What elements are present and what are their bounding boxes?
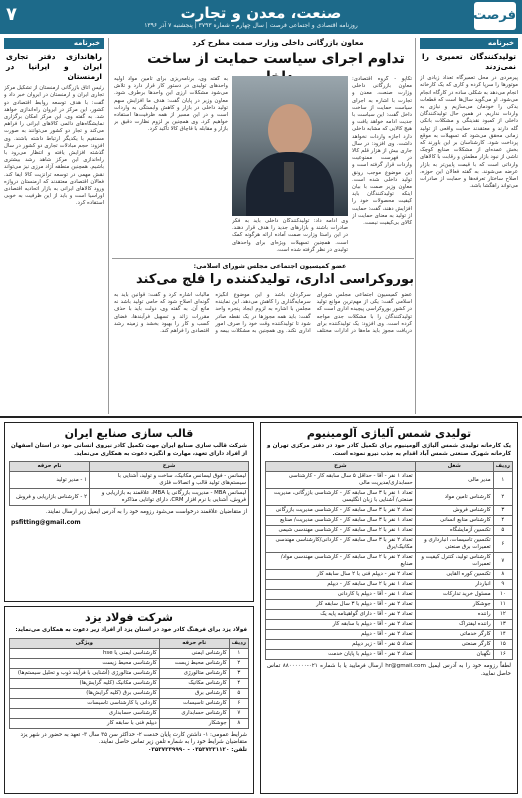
second-story-body: [114, 292, 412, 412]
second-story-headline: بوروکراسی اداری، تولیدکننده را فلج می‌کند: [136, 272, 414, 287]
left-news-column: [4, 38, 104, 414]
table-cell: ۱ - مدیر تولید: [10, 472, 90, 489]
column-header: نام حرفه: [159, 638, 229, 648]
aluminum-jobs-table: [265, 461, 513, 660]
story-divider: [112, 258, 414, 259]
aluminum-job-ad: [260, 422, 518, 794]
masthead: [0, 0, 522, 34]
right-column-body: پیرمردی در محل تعمیرگاه تعداد زیادی از موتورها را سرپا کرده و کاری که یک کارخانه انجام می‌دهد به شکلی ساده در کارگاه انجام می‌شود. او می‌گوید سال‌ها است که قطعات یدکی را خودمان می‌سازیم و نیازی به واردات نداریم. در همین حال تولیدکنندگان داخلی از کمبود نقدینگی و مشکلات بانکی گله دارند و معتقدند حمایت واقعی از تولید زمانی محقق می‌شود که تسهیلات به موقع پرداخت شود. کارشناسان بر این باورند که بخش عمده‌ای از مشکلات صنایع کوچک ناشی از نبود بازار مطمئن و رقابت با کالاهای وارداتی است که با قیمت پایین‌تر به بازار عرضه می‌شوند. به گفته فعالان این حوزه، اصلاح ساختار تعرفه‌ها و حمایت از صادرات می‌تواند راهگشا باشد.: [420, 75, 518, 190]
table-cell: جوشکار: [415, 600, 493, 610]
page-divider: [0, 416, 522, 418]
table-cell: لیسانس MBA - مدیریت بازرگانی یا MBA، علاقمند به بازاریابی و فروش، آشنایی با نرم افزار CRM، دارای توانایی مذاکره: [90, 489, 249, 506]
table-cell: کارشناس ایمنی: [159, 648, 229, 658]
right-news-column: [420, 38, 518, 414]
table-cell: ۱: [493, 472, 512, 489]
table-cell: کارگر صنعتی: [415, 640, 493, 650]
main-story-text: تکاپو - گروه اقتصادی: معاون بازرگانی داخلی وزارت صنعت، معدن و تجارت با اشاره به اجرای سیاست حمایت از ساخت داخل گفت: این سیاست با جدیت ادامه خواهد یافت و هیچ کالایی که مشابه داخلی دارد اجازه واردات نخواهد داشت. وی افزود: در سال جاری بیش از هزار قلم کالا در فهرست ممنوعیت واردات قرار گرفته است و این موضوع موجب رونق تولید داخلی شده است. معاون وزیر صمت با بیان اینکه تولیدکنندگان باید کیفیت محصولات خود را افزایش دهند، گفت: حمایت از تولید به معنای حمایت از کالای بی‌کیفیت نیست.: [352, 76, 412, 227]
right-column-title: تولیدکنندگان تعمیری را نمی‌زدند: [422, 52, 516, 72]
column-header: ردیف: [229, 638, 248, 648]
table-row: [10, 688, 249, 698]
table-cell: تکنسین آزمایشگاه: [415, 526, 493, 536]
table-cell: ۸: [229, 718, 248, 728]
table-row: [10, 708, 249, 718]
table-row: [10, 472, 249, 489]
table-cell: دیپلم فنی با سابقه کار: [10, 718, 160, 728]
official-photo: [232, 76, 348, 216]
table-cell: کارشناسی محیط زیست: [10, 658, 160, 668]
microphone-icon: [284, 162, 294, 192]
table-cell: راننده: [415, 610, 493, 620]
table-cell: تعداد ۲ نفر - آقا - دیپلم: [266, 630, 416, 640]
right-column-kicker: خبرنامه: [420, 38, 518, 49]
table-row: [266, 506, 513, 516]
second-story-text: عضو کمیسیون اجتماعی مجلس شورای اسلامی گفت: یکی از مهم‌ترین موانع تولید در کشور بوروکراسی پیچیده اداری است که تولیدکنندگان را با مشکلات جدی مواجه کرده است. وی افزود: یک تولیدکننده برای دریافت مجوز باید ماه‌ها در ادارات مختلف سرگردان باشد و این موضوع انگیزه سرمایه‌گذاری را کاهش می‌دهد. این نماینده مجلس با اشاره به لزوم ایجاد پنجره واحد گفت: باید همه مجوزها در یک نقطه صادر شود تا تولیدکننده وقت خود را صرف امور اداری نکند. وی همچنین به مشکلات بیمه و مالیات اشاره کرد و گفت: قوانین باید به گونه‌ای اصلاح شود که حامی تولید باشد نه مانع آن. به گفته وی، دولت باید با حذف مقررات زائد و تسهیل فرآیندها، فضای کسب و کار را بهبود بخشد و زمینه رشد اقتصادی را فراهم کند.: [114, 292, 412, 335]
table-cell: مسئول خرید تدارکات: [415, 590, 493, 600]
table-cell: تعداد ۱ نفر با ۳ سال سابقه کار - کارشناسی بازرگانی، مدیریت صنعتی/ آشنایی با زبان انگلیسی: [266, 489, 416, 506]
table-row: [266, 536, 513, 553]
table-row: [266, 600, 513, 610]
table-cell: ۱۴: [493, 630, 512, 640]
table-cell: تعداد ۲ نفر - دیپلم فنی با ۲ سال سابقه کار: [266, 570, 416, 580]
table-cell: تعداد ۱ نفر با ۲ سال سابقه کار - دیپلم: [266, 580, 416, 590]
table-cell: کارگر خدماتی: [415, 630, 493, 640]
table-cell: ۲: [229, 658, 248, 668]
table-cell: تکنسین کوره القایی: [415, 570, 493, 580]
table-row: [266, 516, 513, 526]
table-cell: نگهبان: [415, 650, 493, 660]
table-cell: ۶: [493, 536, 512, 553]
main-story-column-right: [352, 76, 412, 254]
table-row: [10, 489, 249, 506]
table-row: [266, 650, 513, 660]
table-cell: انباردار: [415, 580, 493, 590]
table-cell: کارشناس برق: [159, 688, 229, 698]
left-column-kicker: خبرنامه: [4, 38, 104, 49]
industries-jobs-body: [10, 472, 249, 506]
table-cell: تعداد ۱ نفر با ۲ سال سابقه کار - کارشناسی مهندسی شیمی: [266, 526, 416, 536]
column-header: شرح: [90, 462, 249, 472]
table-cell: کارشناس تاسیسات: [159, 698, 229, 708]
table-cell: تعداد ۵ نفر - آقا - زیر دیپلم: [266, 640, 416, 650]
table-row: [266, 553, 513, 570]
table-cell: تعداد ۲ نفر - آقا - دیپلم با سابقه کار: [266, 620, 416, 630]
table-cell: ۲ - کارشناس بازاریابی و فروش: [10, 489, 90, 506]
table-cell: ۲: [493, 489, 512, 506]
table-cell: ۸: [493, 570, 512, 580]
table-cell: ۵: [229, 688, 248, 698]
table-row: [10, 698, 249, 708]
table-cell: کارشناس تولید، کنترل کیفیت و تعمیرات: [415, 553, 493, 570]
table-cell: کارشناس مکانیک: [159, 678, 229, 688]
table-cell: ۱۵: [493, 640, 512, 650]
table-cell: کارشناس تامین مواد: [415, 489, 493, 506]
industries-ad-intro: شرکت قالب سازی صنایع ایران جهت تکمیل کادر نیروی انسانی خود در استان اصفهان از افراد دارای تعهد، مهارت و انگیزه دعوت به همکاری می‌نماید.: [11, 443, 247, 457]
table-cell: کارشناسی برق (کلیه گرایش‌ها): [10, 688, 160, 698]
table-row: [10, 678, 249, 688]
table-cell: تعداد ۲ نفر - آقا - دیپلم با پایان خدمت: [266, 650, 416, 660]
table-cell: ۷: [493, 553, 512, 570]
table-cell: ۷: [229, 708, 248, 718]
left-column-title: راهاندازی دفتر تجاری ایران و ایرانیا در ارمنستان: [6, 52, 102, 82]
mold-industries-job-ad: [4, 422, 254, 602]
table-row: [266, 580, 513, 590]
industries-jobs-table: [9, 461, 249, 506]
steel-ad-title: شرکت فولاد یزد: [85, 611, 173, 624]
table-cell: تعداد ۲ نفر - آقا - دارای گواهینامه پایه یک: [266, 610, 416, 620]
table-cell: ۱۶: [493, 650, 512, 660]
left-column-body: رئیس اتاق بازرگانی ارمنستان از تشکیل مرکز تجاری ایران و ارمنستان در ایروان خبر داد و گفت: با هدف توسعه روابط اقتصادی دو کشور، این مرکز در ایروان راه‌اندازی خواهد شد. به گفته وی، این مرکز امکان برگزاری نمایشگاه‌های دائمی کالاهای ایرانی را فراهم می‌کند و تجار دو کشور می‌توانند به صورت مستقیم با یکدیگر ارتباط داشته باشند. وی افزود: حجم مبادلات تجاری دو کشور در سال گذشته افزایش یافته و انتظار می‌رود با راه‌اندازی این مرکز شاهد رشد بیشتری باشیم. همچنین منطقه آزاد مرزی نیز می‌تواند نقش مهمی در توسعه ترانزیت کالا ایفا کند. فعالان اقتصادی معتقدند که ارمنستان دروازه ورود کالاهای ایرانی به بازار اتحادیه اقتصادی اوراسیا است و باید از این ظرفیت به خوبی استفاده کرد.: [4, 85, 104, 207]
table-header-row: [10, 638, 249, 648]
section-title: صنعت، معدن و تجارت: [180, 4, 342, 22]
industries-ad-title: قالب سازی صنایع ایران: [64, 427, 194, 440]
page-number: ۷: [6, 4, 17, 25]
table-cell: لیسانس - فوق لیسانس مکانیک، ساخت و تولید، آشنایی با سیستم‌های تولید قالب و اتصالات فلزی: [90, 472, 249, 489]
table-cell: کارشناس محیط زیست: [159, 658, 229, 668]
column-divider: [108, 38, 109, 414]
table-cell: تکنسین تاسیسات، انبارداری و تعمیرات برق صنعتی: [415, 536, 493, 553]
table-cell: ۹: [493, 580, 512, 590]
table-cell: راننده لیفتراک: [415, 620, 493, 630]
table-row: [10, 668, 249, 678]
table-header-row: [10, 462, 249, 472]
table-cell: تعداد ۲ نفر با ۳ سال سابقه کار - کاردانی/کارشناسی مهندسی مکانیک/برق: [266, 536, 416, 553]
aluminum-ad-intro: یک کارخانه تولیدی شمس آلیاژی آلومینیوم برای تکمیل کادر خود در دفتر مرکزی تهران و کارخانه شهرک صنعتی شمس آباد اقدام به جذب نیرو نموده است.: [267, 443, 511, 457]
table-row: [266, 610, 513, 620]
table-cell: ۱: [229, 648, 248, 658]
steel-job-ad: [4, 606, 254, 794]
issue-meta: روزنامه اقتصادی و اجتماعی فرصت | سال چهارم - شماره ۳۷۹۳ | پنجشنبه ۷ آذر ۱۳۹۶: [144, 22, 358, 29]
table-cell: جوشکار: [159, 718, 229, 728]
steel-ad-contact: متقاضیان شرایط خود را به شماره تلفن زیر تماس حاصل نمایند.: [98, 739, 247, 745]
table-row: [266, 570, 513, 580]
table-cell: ۱۳: [493, 620, 512, 630]
table-cell: ۵: [493, 526, 512, 536]
column-header: ردیف: [493, 462, 512, 472]
table-row: [266, 489, 513, 506]
table-cell: تعداد ۱ نفر با ۳ سال سابقه کار - کارشناسی مدیریت/ صنایع: [266, 516, 416, 526]
aluminum-ad-title: تولیدی شمس آلیاژی آلومینیوم: [306, 427, 472, 440]
main-story-text: به گفته وی، برنامه‌ریزی برای تأمین مواد اولیه واحدهای تولیدی در دستور کار قرار دارد و تلاش می‌شود مشکلات ارزی این واحدها برطرف شود. معاون وزیر در پایان گفت: هدف ما افزایش سهم تولید داخلی در بازار و کاهش وابستگی به واردات است و در این مسیر از همه ظرفیت‌ها استفاده خواهیم کرد. وی همچنین بر لزوم نظارت دقیق بر بازار و مقابله با قاچاق کالا تأکید کرد.: [114, 76, 228, 133]
main-story-text: وی ادامه داد: تولیدکنندگان داخلی باید به فکر صادرات باشند و بازارهای جدید را هدف قرار دهند. در این راستا وزارت صمت آماده ارائه هرگونه کمک است. همچنین تسهیلات ویژه‌ای برای واحدهای تولیدی در نظر گرفته شده است.: [232, 218, 348, 253]
steel-ad-phone: تلفن: ۰۳۵۳۷۲۳۱۱۲۰ - ۰۳۵۳۷۲۳۹۹۹۰: [148, 746, 247, 753]
table-cell: ۶: [229, 698, 248, 708]
table-cell: تعداد ۱ نفر - آقا - حداقل ۵ سال سابقه کار - کارشناسی حسابداری/مدیریت مالی: [266, 472, 416, 489]
table-header-row: [266, 462, 513, 472]
table-cell: کاردانی یا کارشناسی تاسیسات: [10, 698, 160, 708]
table-cell: کارشناس حسابداری: [159, 708, 229, 718]
photo-face: [268, 104, 312, 156]
table-row: [10, 658, 249, 668]
table-cell: کارشناس منابع انسانی: [415, 516, 493, 526]
column-header: نام حرفه: [10, 462, 90, 472]
table-cell: ۳: [229, 668, 248, 678]
steel-jobs-body: [10, 648, 249, 728]
steel-ad-intro: فولاد یزد برای فرهنگ کادر خود در استان یزد از افراد زیر دعوت به همکاری می‌نماید:: [15, 627, 247, 633]
second-story-kicker: عضو کمیسیون اجتماعی مجلس شورای اسلامی:: [193, 262, 347, 270]
column-divider: [415, 38, 416, 414]
table-cell: ۱۰: [493, 590, 512, 600]
table-row: [266, 620, 513, 630]
table-cell: ۱۲: [493, 610, 512, 620]
newspaper-logo: فرصت: [474, 2, 516, 30]
table-cell: کارشناسی ایمنی یا hse: [10, 648, 160, 658]
table-cell: کارشناس متالورژی: [159, 668, 229, 678]
main-story-column-mid: [232, 218, 348, 256]
main-story-kicker: معاون بازرگانی داخلی وزارت صمت مطرح کرد: [192, 38, 364, 47]
column-header: شغل: [415, 462, 493, 472]
table-row: [266, 526, 513, 536]
table-row: [266, 590, 513, 600]
table-row: [266, 630, 513, 640]
column-header: شرح: [266, 462, 416, 472]
table-cell: ۴: [493, 516, 512, 526]
table-row: [10, 648, 249, 658]
table-cell: ۴: [229, 678, 248, 688]
table-cell: کارشناس فروش: [415, 506, 493, 516]
table-row: [266, 472, 513, 489]
table-cell: کارشناسی حسابداری: [10, 708, 160, 718]
aluminum-jobs-body: [266, 472, 513, 660]
column-header: ویژگی: [10, 638, 160, 648]
aluminum-ad-footer: لطفاً رزومه خود را به آدرس ایمیل hr@gmail.com ارسال فرمایید یا با شماره ۰۲۱-۸۸۰۰۰۰۰۰ تماس حاصل نمایید.: [267, 663, 511, 677]
industries-ad-note: از متقاضیان علاقمند درخواست می‌شود رزومه خود را به آدرس ایمیل زیر ارسال نمایند.: [45, 509, 247, 515]
table-cell: کارشناسی متالورژی (آشنایی با فرآیند ذوب و تحلیل سیستم‌ها): [10, 668, 160, 678]
steel-jobs-table: [9, 638, 249, 729]
table-cell: تعداد ۲ نفر با ۲ سال سابقه کار - کارشناسی مهندسی مواد/ صنایع: [266, 553, 416, 570]
table-cell: مدیر مالی: [415, 472, 493, 489]
industries-email-link[interactable]: psfitting@gmail.com: [11, 518, 81, 526]
steel-ad-conditions: شرایط عمومی: ۱- داشتن کارت پایان خدمت ۲- حداکثر سن ۳۵ سال ۳- تعهد به حضور در شهر یزد: [20, 731, 247, 738]
table-cell: ۳: [493, 506, 512, 516]
table-cell: ۱۱: [493, 600, 512, 610]
table-cell: تعداد ۲ نفر با ۳ سال سابقه کار - کارشناسی مدیریت بازرگانی: [266, 506, 416, 516]
table-cell: کارشناسی مکانیک (کلیه گرایش‌ها): [10, 678, 160, 688]
table-row: [266, 640, 513, 650]
table-cell: تعداد ۱ نفر - آقا - دیپلم یا کاردانی: [266, 590, 416, 600]
table-cell: تعداد ۲ نفر - آقا - دیپلم با ۳ سال سابقه کار: [266, 600, 416, 610]
main-story-headline: تداوم اجرای سیاست حمایت از ساخت: [147, 51, 405, 67]
table-row: [10, 718, 249, 728]
main-story-column-left: [114, 76, 228, 256]
